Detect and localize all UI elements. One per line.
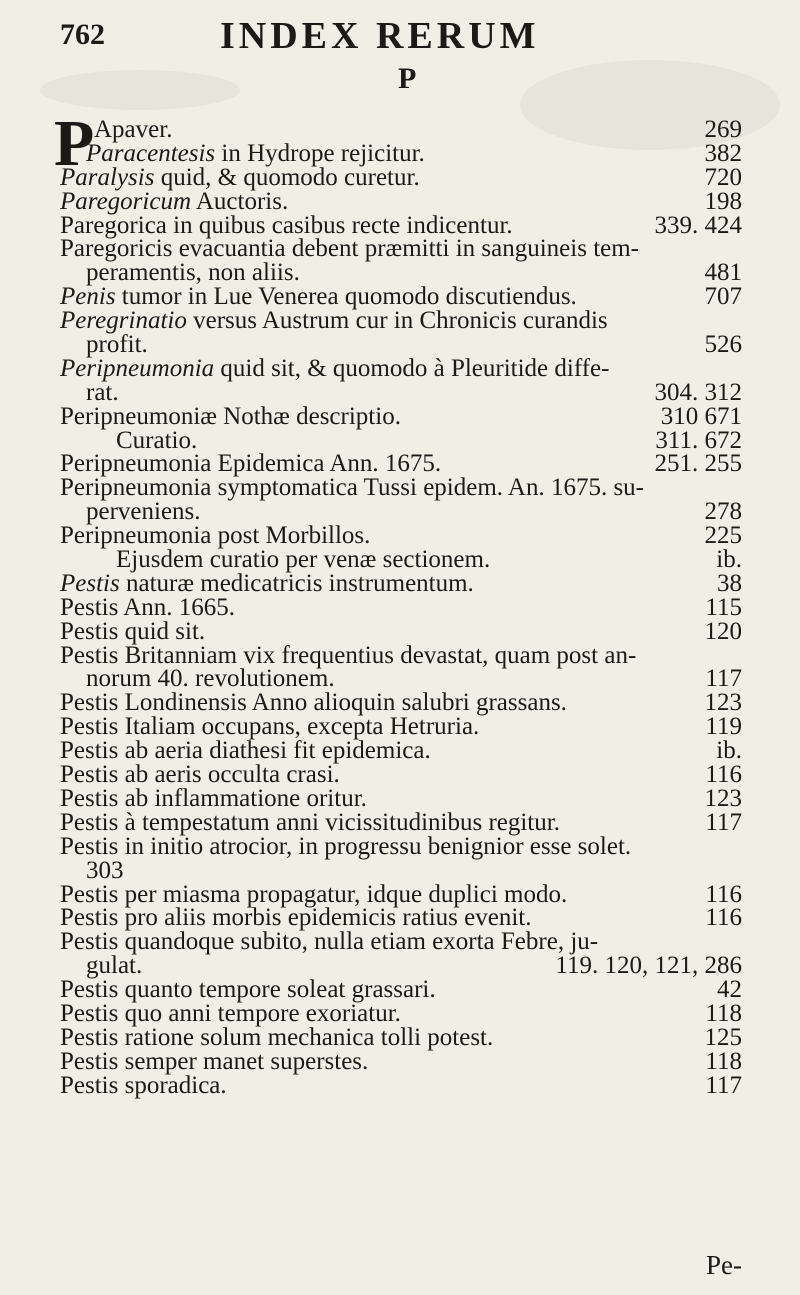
index-entry — [60, 978, 742, 1002]
index-entry — [60, 617, 742, 645]
entry-text: Ejusdem curatio per venæ sectionem. — [116, 546, 491, 574]
index-entry — [60, 333, 742, 357]
entry-text: Pestis Italiam occupans, excepta Hetruria. — [60, 713, 480, 741]
entry-page-ref: 225 — [704, 522, 742, 550]
entry-text: Paracentesis in Hydrope rejicitur. — [86, 139, 425, 167]
entry-text: Peripneumonia symptomatica Tussi epidem. An. 1675. su- — [60, 474, 645, 502]
index-entry — [60, 856, 742, 884]
entry-page-ref: 278 — [704, 498, 742, 526]
entry-text: peramentis, non aliis. — [86, 259, 300, 287]
index-entry — [60, 832, 742, 860]
entry-text: 303 — [86, 856, 124, 884]
index-entry — [60, 309, 742, 333]
index-entry — [60, 500, 742, 524]
index-entry — [60, 378, 742, 406]
entry-text: Pestis ab aeris occulta crasi. — [60, 761, 340, 789]
entry-italic-lead: Penis — [60, 283, 116, 311]
entry-text: Peripneumonia Epidemica Ann. 1675. — [60, 450, 442, 478]
entry-text: Pestis in initio atrocior, in progressu benignior esse solet. — [60, 832, 632, 860]
entry-page-ref: 123 — [704, 784, 742, 812]
entry-italic-lead: Paralysis — [60, 163, 155, 191]
index-entry — [60, 452, 742, 476]
entry-italic-lead: Paracentesis — [86, 139, 216, 167]
entry-page-ref: 125 — [704, 1023, 742, 1051]
entry-text: Pestis Londinensis Anno alioquin salubri grassans. — [60, 689, 567, 717]
entry-page-ref: 526 — [704, 331, 742, 359]
entry-italic-lead: Peregrinatio — [60, 307, 187, 335]
index-entry — [60, 1023, 742, 1051]
entry-page-ref: 269 — [704, 116, 742, 143]
entry-page-ref: 382 — [704, 139, 742, 167]
index-entry — [60, 139, 742, 167]
index-entry — [60, 739, 742, 763]
entry-italic-lead: Peripneumonia — [60, 354, 215, 382]
index-entry — [60, 524, 742, 548]
entry-text: Paregoricis evacuantia debent præmitti in sanguineis tem- — [60, 235, 640, 263]
index-entry — [60, 354, 742, 382]
entry-text: Pestis ratione solum mechanica tolli potest. — [60, 1023, 494, 1051]
entry-page-ref: 38 — [717, 569, 742, 597]
entry-text: Pestis quid sit. — [60, 617, 206, 645]
index-entry — [60, 1071, 742, 1099]
entry-page-ref: 118 — [705, 999, 742, 1027]
entry-text: Apaver. — [94, 116, 173, 143]
entry-text: Paralysis quid, & quomodo curetur. — [60, 163, 420, 191]
entry-page-ref: 115 — [705, 593, 742, 621]
index-entry — [60, 641, 742, 669]
entry-text: Pestis quandoque subito, nulla etiam exorta Febre, ju- — [60, 928, 599, 956]
index-entry — [60, 906, 742, 930]
entry-page-ref: 117 — [705, 808, 742, 836]
index-entry — [60, 808, 742, 836]
entry-text: Pestis naturæ medicatricis instrumentum. — [60, 569, 474, 597]
catchword: Pe- — [706, 1250, 742, 1280]
index-entry — [60, 261, 742, 285]
entry-text: Pestis per miasma propagatur, idque duplici modo. — [60, 880, 568, 908]
entry-page-ref: ib. — [716, 737, 742, 765]
page-stain — [40, 70, 240, 110]
entry-page-ref: 117 — [705, 665, 742, 693]
drop-cap: P — [54, 107, 95, 180]
entry-page-ref: 707 — [704, 283, 742, 311]
entry-text: perveniens. — [86, 498, 201, 526]
entry-page-ref: 120 — [704, 617, 742, 645]
entry-text: Peripneumonia post Morbillos. — [60, 522, 371, 550]
entry-page-ref: 117 — [705, 1071, 742, 1099]
entry-text: profit. — [86, 331, 148, 359]
entry-text: Pestis ab inflammatione oritur. — [60, 784, 367, 812]
entry-text: Pestis semper manet superstes. — [60, 1047, 369, 1075]
entry-text: norum 40. revolutionem. — [86, 665, 335, 693]
entry-italic-lead: Paregoricum — [60, 187, 191, 215]
page-header — [60, 14, 760, 58]
page-title: INDEX RERUM — [220, 15, 540, 57]
entry-text: Pestis quanto tempore soleat grassari. — [60, 976, 436, 1004]
entry-page-ref: 481 — [704, 259, 742, 287]
section-letter: P — [398, 62, 417, 95]
entry-text: Pestis à tempestatum anni vicissitudinibus regitur. — [60, 808, 560, 836]
index-entry — [60, 593, 742, 621]
entry-text: Pestis pro aliis morbis epidemicis ratius evenit. — [60, 904, 532, 932]
index-entry — [60, 715, 742, 739]
entry-page-ref: 116 — [705, 904, 742, 932]
index-entry — [60, 426, 742, 454]
entry-text: Paregoricum Auctoris. — [60, 187, 289, 215]
entry-page-ref: 119. 120, 121, 286 — [555, 952, 742, 980]
entry-italic-lead: Pestis — [60, 569, 120, 597]
entry-page-ref: 339. 424 — [654, 211, 742, 239]
entry-text: Pestis Britanniam vix frequentius devastat, quam post an- — [60, 641, 637, 669]
entry-page-ref: 118 — [705, 1047, 742, 1075]
entry-text: gulat. — [86, 952, 143, 980]
entry-text: Peripneumoniæ Nothæ descriptio. — [60, 402, 401, 430]
entry-page-ref: 116 — [705, 880, 742, 908]
index-entries — [54, 107, 742, 1099]
entry-page-ref: ib. — [716, 546, 742, 574]
index-entry — [60, 548, 742, 572]
entry-page-ref: 119 — [705, 713, 742, 741]
page-number: 762 — [60, 18, 105, 51]
index-entry — [60, 163, 742, 191]
index-entry — [60, 211, 742, 239]
entry-page-ref: 198 — [704, 187, 742, 215]
index-entry — [60, 667, 742, 691]
entry-text: Pestis quo anni tempore exoriatur. — [60, 999, 401, 1027]
index-entry — [60, 784, 742, 812]
entry-page-ref: 116 — [705, 761, 742, 789]
index-entry — [60, 237, 742, 261]
entry-text: Paregorica in quibus casibus recte indicentur. — [60, 211, 513, 239]
index-entry — [60, 1047, 742, 1075]
entry-page-ref: 123 — [704, 689, 742, 717]
entry-page-ref: 304. 312 — [654, 378, 742, 406]
entry-text: Pestis sporadica. — [60, 1071, 227, 1099]
index-entry — [60, 402, 742, 430]
entry-text: Pestis Ann. 1665. — [60, 593, 236, 621]
entry-text: Peregrinatio versus Austrum cur in Chronicis curandis — [60, 307, 608, 335]
index-entry — [60, 285, 742, 309]
index-entry — [60, 930, 742, 954]
entry-text: rat. — [86, 378, 119, 406]
entry-text: Peripneumonia quid sit, & quomodo à Pleuritide diffe- — [60, 354, 610, 382]
entry-page-ref: 42 — [717, 976, 742, 1004]
index-entry — [60, 954, 742, 978]
index-entry — [60, 569, 742, 597]
entry-page-ref: 251. 255 — [654, 450, 742, 478]
entry-page-ref: 310 671 — [660, 402, 742, 430]
entry-text: Penis tumor in Lue Venerea quomodo discutiendus. — [60, 283, 577, 311]
entry-page-ref: 311. 672 — [655, 426, 742, 454]
entry-text: Pestis ab aeria diathesi fit epidemica. — [60, 737, 431, 765]
index-entry — [60, 476, 742, 500]
index-entry — [60, 999, 742, 1027]
index-entry — [60, 880, 742, 908]
index-entry — [60, 763, 742, 787]
entry-text: Curatio. — [116, 426, 198, 454]
index-entry — [60, 691, 742, 715]
entry-page-ref: 720 — [704, 163, 742, 191]
index-entry — [60, 187, 742, 215]
